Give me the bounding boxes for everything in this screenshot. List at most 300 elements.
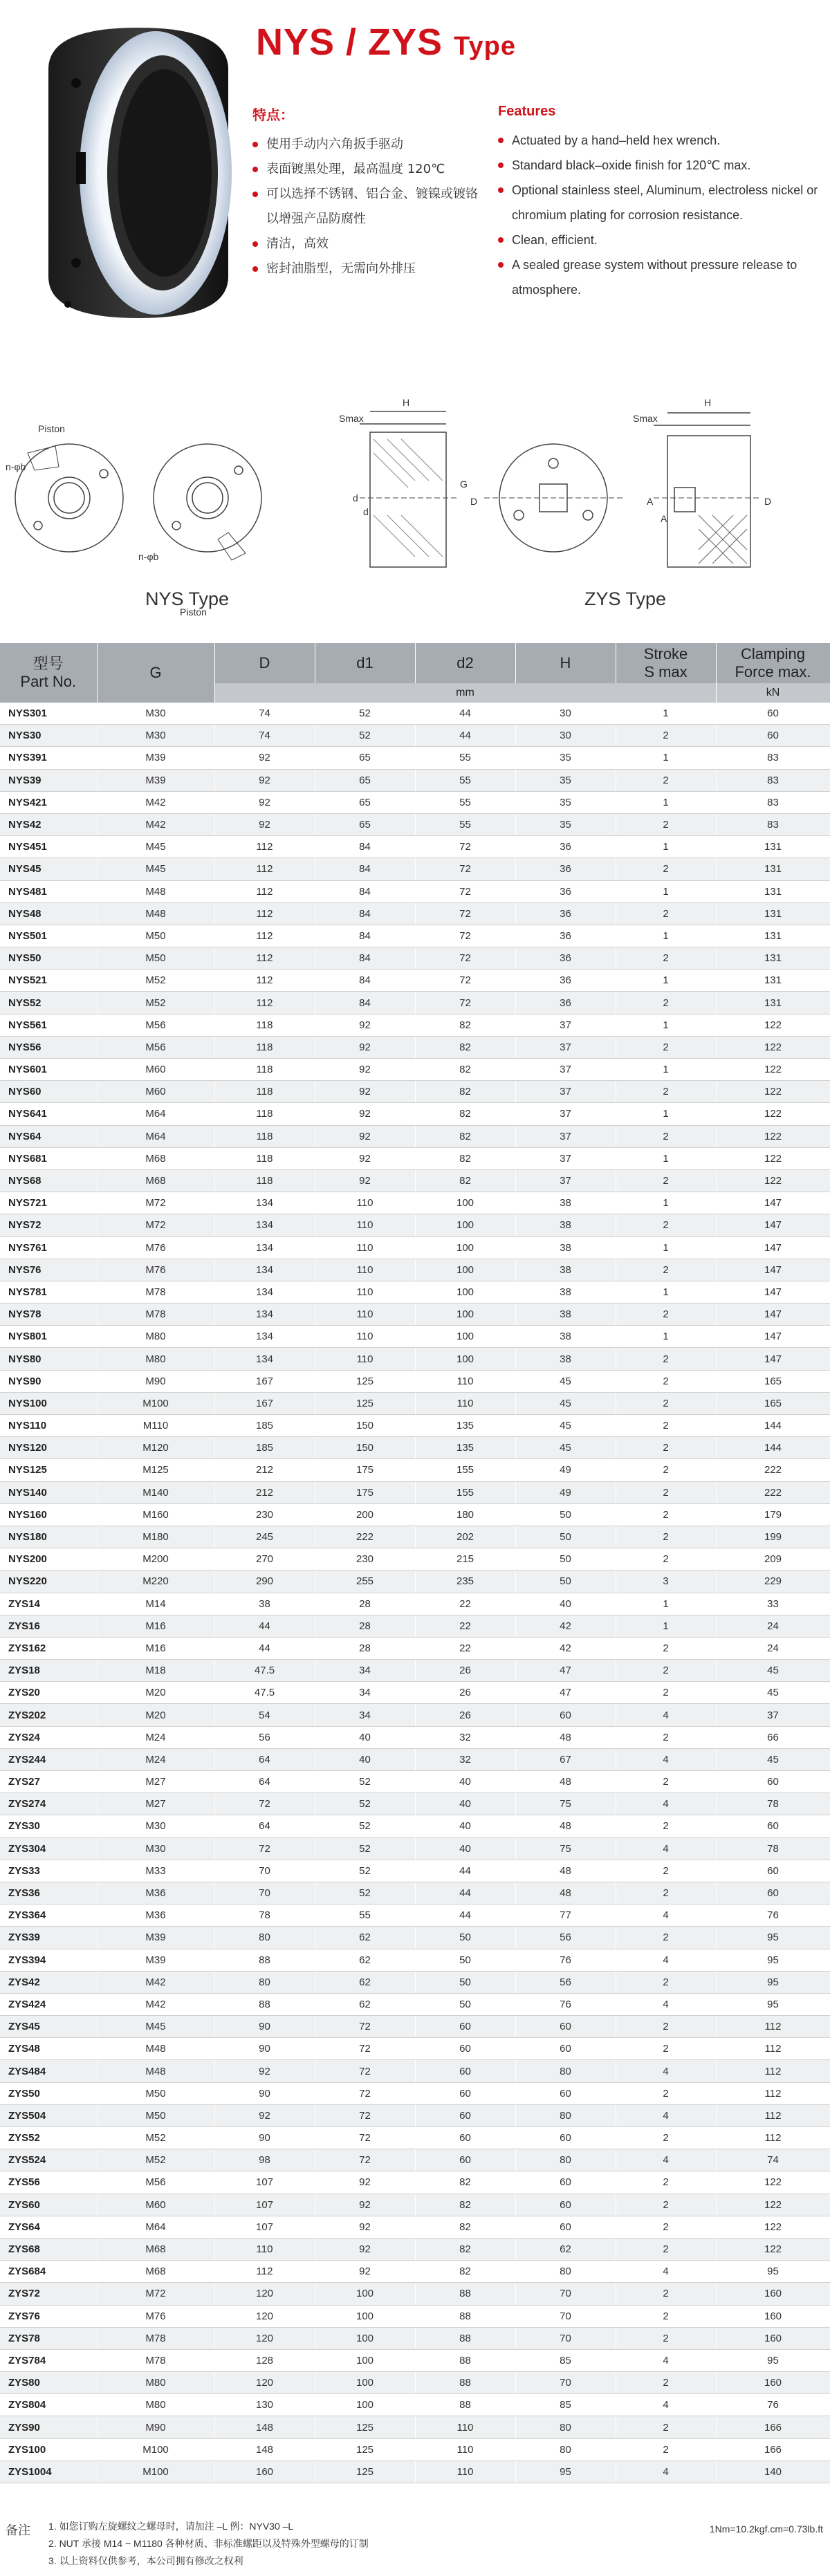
cell-force: 95 xyxy=(716,1949,830,1971)
table-row xyxy=(0,1860,830,1882)
cell-d2: 235 xyxy=(415,1570,515,1593)
cell-h: 37 xyxy=(515,1169,616,1192)
cell-force: 122 xyxy=(716,1036,830,1058)
cell-part-no: ZYS504 xyxy=(0,2104,97,2126)
cell-g: M42 xyxy=(97,1993,214,2015)
label-smax-2: Smax xyxy=(633,413,658,424)
cell-force: 166 xyxy=(716,2416,830,2438)
cell-d: 112 xyxy=(214,836,315,858)
cell-d1: 84 xyxy=(315,947,415,970)
table-row xyxy=(0,1259,830,1281)
cell-g: M72 xyxy=(97,1192,214,1214)
table-row xyxy=(0,1503,830,1526)
table-row xyxy=(0,1236,830,1259)
cell-g: M120 xyxy=(97,1437,214,1459)
cell-h: 60 xyxy=(515,2171,616,2194)
cell-d2: 88 xyxy=(415,2305,515,2327)
col-header-part-en: Part No. xyxy=(20,673,77,690)
cell-h: 56 xyxy=(515,1971,616,1993)
cell-d: 134 xyxy=(214,1281,315,1303)
cell-force: 66 xyxy=(716,1726,830,1748)
cell-d: 64 xyxy=(214,1748,315,1770)
col-header-stroke xyxy=(616,643,716,683)
cell-part-no: ZYS30 xyxy=(0,1815,97,1837)
cell-d1: 125 xyxy=(315,1392,415,1414)
cell-part-no: NYS110 xyxy=(0,1415,97,1437)
cell-h: 38 xyxy=(515,1304,616,1326)
cell-stroke: 2 xyxy=(616,1660,716,1682)
cell-d2: 100 xyxy=(415,1281,515,1303)
cell-d2: 82 xyxy=(415,1081,515,1103)
feature-cn-item: 清洁，高效 xyxy=(252,232,488,257)
cell-d1: 34 xyxy=(315,1660,415,1682)
cell-h: 60 xyxy=(515,2082,616,2104)
cell-d2: 82 xyxy=(415,1125,515,1147)
cell-d2: 88 xyxy=(415,2349,515,2371)
cell-d2: 55 xyxy=(415,747,515,769)
cell-part-no: ZYS33 xyxy=(0,1860,97,1882)
cell-g: M50 xyxy=(97,947,214,970)
cell-force: 112 xyxy=(716,2104,830,2126)
cell-force: 24 xyxy=(716,1637,830,1659)
cell-d2: 100 xyxy=(415,1326,515,1348)
table-row xyxy=(0,2171,830,2194)
cell-force: 165 xyxy=(716,1370,830,1392)
cell-part-no: ZYS1004 xyxy=(0,2461,97,2483)
cell-h: 70 xyxy=(515,2305,616,2327)
cell-force: 83 xyxy=(716,813,830,835)
label-d: D xyxy=(470,496,478,507)
cell-d: 90 xyxy=(214,2016,315,2038)
cell-g: M50 xyxy=(97,2104,214,2126)
cell-d1: 110 xyxy=(315,1214,415,1236)
cell-force: 131 xyxy=(716,858,830,880)
cell-part-no: NYS801 xyxy=(0,1326,97,1348)
cell-stroke: 2 xyxy=(616,769,716,791)
cell-h: 48 xyxy=(515,1815,616,1837)
table-row xyxy=(0,2216,830,2238)
label-a: A xyxy=(647,496,654,507)
cell-g: M78 xyxy=(97,1304,214,1326)
cell-d1: 65 xyxy=(315,791,415,813)
cell-g: M100 xyxy=(97,1392,214,1414)
cell-d: 112 xyxy=(214,947,315,970)
cell-g: M72 xyxy=(97,1214,214,1236)
cell-h: 35 xyxy=(515,769,616,791)
cell-d2: 100 xyxy=(415,1236,515,1259)
cell-stroke: 4 xyxy=(616,1949,716,1971)
table-row xyxy=(0,2305,830,2327)
cell-d1: 100 xyxy=(315,2372,415,2394)
cell-h: 49 xyxy=(515,1459,616,1481)
cell-d2: 72 xyxy=(415,992,515,1014)
label-smax: Smax xyxy=(339,413,364,424)
cell-force: 112 xyxy=(716,2038,830,2060)
cell-stroke: 4 xyxy=(616,1748,716,1770)
cell-d1: 110 xyxy=(315,1281,415,1303)
cell-force: 199 xyxy=(716,1526,830,1548)
cell-d: 44 xyxy=(214,1615,315,1637)
cell-h: 36 xyxy=(515,836,616,858)
cell-d: 38 xyxy=(214,1593,315,1615)
cell-g: M76 xyxy=(97,1259,214,1281)
cell-d1: 230 xyxy=(315,1548,415,1570)
cell-part-no: ZYS804 xyxy=(0,2394,97,2416)
table-row xyxy=(0,2372,830,2394)
cell-stroke: 2 xyxy=(616,1860,716,1882)
cell-part-no: NYS42 xyxy=(0,813,97,835)
cell-part-no: ZYS244 xyxy=(0,1748,97,1770)
cell-force: 95 xyxy=(716,1927,830,1949)
cell-g: M125 xyxy=(97,1459,214,1481)
cell-part-no: NYS39 xyxy=(0,769,97,791)
cell-g: M36 xyxy=(97,1882,214,1904)
cell-d: 90 xyxy=(214,2038,315,2060)
cell-stroke: 2 xyxy=(616,1214,716,1236)
cell-stroke: 2 xyxy=(616,1169,716,1192)
cell-h: 48 xyxy=(515,1771,616,1793)
cell-g: M80 xyxy=(97,2394,214,2416)
label-h: H xyxy=(403,397,410,408)
cell-d1: 175 xyxy=(315,1459,415,1481)
label-d-small: d xyxy=(353,492,358,503)
cell-h: 38 xyxy=(515,1281,616,1303)
cell-h: 75 xyxy=(515,1793,616,1815)
cell-force: 45 xyxy=(716,1748,830,1770)
cell-g: M72 xyxy=(97,2283,214,2305)
cell-h: 35 xyxy=(515,791,616,813)
cell-d: 98 xyxy=(214,2149,315,2171)
cell-g: M68 xyxy=(97,1147,214,1169)
cell-stroke: 4 xyxy=(616,1704,716,1726)
cell-h: 80 xyxy=(515,2261,616,2283)
cell-d2: 60 xyxy=(415,2038,515,2060)
cell-d: 107 xyxy=(214,2171,315,2194)
cell-d2: 82 xyxy=(415,2171,515,2194)
cell-part-no: ZYS48 xyxy=(0,2038,97,2060)
cell-d2: 44 xyxy=(415,703,515,725)
cell-d2: 22 xyxy=(415,1637,515,1659)
cell-part-no: NYS721 xyxy=(0,1192,97,1214)
cell-stroke: 2 xyxy=(616,2038,716,2060)
cell-stroke: 2 xyxy=(616,1437,716,1459)
cell-stroke: 2 xyxy=(616,2438,716,2461)
cell-stroke: 2 xyxy=(616,1927,716,1949)
cell-d1: 84 xyxy=(315,925,415,947)
table-row xyxy=(0,1415,830,1437)
cell-part-no: ZYS424 xyxy=(0,1993,97,2015)
cell-stroke: 2 xyxy=(616,1348,716,1370)
table-row xyxy=(0,1147,830,1169)
cell-g: M90 xyxy=(97,2416,214,2438)
cell-g: M56 xyxy=(97,2171,214,2194)
feature-en-item: Clean, efficient. xyxy=(498,228,823,252)
cell-d1: 52 xyxy=(315,725,415,747)
cell-d2: 82 xyxy=(415,1169,515,1192)
cell-part-no: ZYS68 xyxy=(0,2238,97,2260)
cell-g: M42 xyxy=(97,813,214,835)
cell-d1: 92 xyxy=(315,1125,415,1147)
cell-h: 45 xyxy=(515,1370,616,1392)
feature-en-item: Optional stainless steel, Aluminum, electroless nickel or chromium plating for corrosion resistance. xyxy=(498,178,823,228)
cell-h: 30 xyxy=(515,725,616,747)
cell-g: M14 xyxy=(97,1593,214,1615)
cell-h: 80 xyxy=(515,2104,616,2126)
cell-force: 112 xyxy=(716,2016,830,2038)
cell-d1: 28 xyxy=(315,1593,415,1615)
cell-d1: 255 xyxy=(315,1570,415,1593)
cell-force: 95 xyxy=(716,2261,830,2283)
cell-force: 60 xyxy=(716,725,830,747)
cell-d2: 72 xyxy=(415,902,515,925)
note-item: 1. 如您订购左旋螺纹之螺母时，请加注 –L 例：NYV30 –L xyxy=(48,2521,294,2532)
cell-d2: 60 xyxy=(415,2060,515,2082)
cell-d1: 200 xyxy=(315,1503,415,1526)
cell-force: 112 xyxy=(716,2127,830,2149)
unit-conversion: 1Nm=10.2kgf.cm=0.73lb.ft xyxy=(709,2523,823,2535)
cell-part-no: NYS641 xyxy=(0,1103,97,1125)
table-row xyxy=(0,1014,830,1036)
cell-h: 37 xyxy=(515,1103,616,1125)
cell-d: 70 xyxy=(214,1860,315,1882)
table-row xyxy=(0,747,830,769)
cell-part-no: NYS60 xyxy=(0,1081,97,1103)
cell-force: 144 xyxy=(716,1415,830,1437)
table-row xyxy=(0,1370,830,1392)
cell-d2: 82 xyxy=(415,2194,515,2216)
table-row xyxy=(0,791,830,813)
table-row xyxy=(0,2438,830,2461)
cell-force: 83 xyxy=(716,791,830,813)
table-row xyxy=(0,1615,830,1637)
cell-force: 45 xyxy=(716,1682,830,1704)
cell-force: 229 xyxy=(716,1570,830,1593)
cell-d: 112 xyxy=(214,992,315,1014)
cell-stroke: 1 xyxy=(616,1236,716,1259)
cell-g: M30 xyxy=(97,725,214,747)
cell-stroke: 4 xyxy=(616,2461,716,2483)
cell-d1: 110 xyxy=(315,1348,415,1370)
cell-d1: 100 xyxy=(315,2349,415,2371)
cell-d1: 84 xyxy=(315,836,415,858)
cell-g: M52 xyxy=(97,970,214,992)
cell-d: 72 xyxy=(214,1793,315,1815)
cell-part-no: ZYS524 xyxy=(0,2149,97,2171)
cell-h: 36 xyxy=(515,925,616,947)
cell-stroke: 1 xyxy=(616,880,716,902)
cell-d1: 72 xyxy=(315,2038,415,2060)
cell-d1: 28 xyxy=(315,1615,415,1637)
table-row xyxy=(0,1793,830,1815)
cell-h: 60 xyxy=(515,2038,616,2060)
cell-force: 144 xyxy=(716,1437,830,1459)
cell-stroke: 2 xyxy=(616,2416,716,2438)
table-row xyxy=(0,1059,830,1081)
col-header-clamp-2: Force max. xyxy=(735,663,811,680)
cell-d1: 92 xyxy=(315,1147,415,1169)
cell-d: 112 xyxy=(214,970,315,992)
cell-force: 60 xyxy=(716,1882,830,1904)
cell-h: 35 xyxy=(515,813,616,835)
cell-g: M42 xyxy=(97,791,214,813)
cell-h: 60 xyxy=(515,2016,616,2038)
cell-h: 42 xyxy=(515,1615,616,1637)
cell-d: 112 xyxy=(214,858,315,880)
cell-d1: 52 xyxy=(315,703,415,725)
cell-force: 165 xyxy=(716,1392,830,1414)
cell-d1: 92 xyxy=(315,2238,415,2260)
cell-d1: 72 xyxy=(315,2016,415,2038)
cell-d1: 92 xyxy=(315,2261,415,2283)
cell-force: 122 xyxy=(716,2194,830,2216)
cell-d: 148 xyxy=(214,2438,315,2461)
cell-d2: 26 xyxy=(415,1682,515,1704)
cell-d1: 55 xyxy=(315,1905,415,1927)
cell-d2: 100 xyxy=(415,1259,515,1281)
cell-d2: 135 xyxy=(415,1437,515,1459)
table-row xyxy=(0,1304,830,1326)
label-d-small-2: d xyxy=(363,506,369,517)
cell-h: 45 xyxy=(515,1415,616,1437)
cell-h: 76 xyxy=(515,1949,616,1971)
cell-d2: 44 xyxy=(415,1882,515,1904)
feature-cn-item: 表面镀黑处理，最高温度 120℃ xyxy=(252,157,488,182)
cell-part-no: NYS100 xyxy=(0,1392,97,1414)
table-row xyxy=(0,2104,830,2126)
cell-d: 118 xyxy=(214,1147,315,1169)
feature-en-item: Actuated by a hand–held hex wrench. xyxy=(498,128,823,153)
table-row xyxy=(0,2016,830,2038)
cell-stroke: 1 xyxy=(616,747,716,769)
cell-stroke: 2 xyxy=(616,1815,716,1837)
cell-g: M48 xyxy=(97,2038,214,2060)
cell-part-no: ZYS56 xyxy=(0,2171,97,2194)
cell-h: 70 xyxy=(515,2372,616,2394)
cell-part-no: ZYS76 xyxy=(0,2305,97,2327)
cell-part-no: NYS561 xyxy=(0,1014,97,1036)
cell-force: 147 xyxy=(716,1192,830,1214)
table-row xyxy=(0,703,830,725)
cell-stroke: 1 xyxy=(616,1147,716,1169)
cell-stroke: 2 xyxy=(616,902,716,925)
cell-stroke: 1 xyxy=(616,925,716,947)
cell-g: M27 xyxy=(97,1771,214,1793)
cell-d2: 202 xyxy=(415,1526,515,1548)
cell-d1: 222 xyxy=(315,1526,415,1548)
cell-d: 47.5 xyxy=(214,1682,315,1704)
cell-d1: 40 xyxy=(315,1726,415,1748)
table-row xyxy=(0,947,830,970)
cell-stroke: 1 xyxy=(616,1615,716,1637)
cell-h: 48 xyxy=(515,1860,616,1882)
cell-stroke: 2 xyxy=(616,1036,716,1058)
cell-h: 38 xyxy=(515,1236,616,1259)
cell-d1: 72 xyxy=(315,2082,415,2104)
cell-d2: 40 xyxy=(415,1793,515,1815)
cell-stroke: 2 xyxy=(616,2372,716,2394)
table-row xyxy=(0,1326,830,1348)
feature-cn-item: 密封油脂型，无需向外排压 xyxy=(252,257,488,281)
cell-d1: 175 xyxy=(315,1481,415,1503)
cell-h: 60 xyxy=(515,2216,616,2238)
label-a-2: A xyxy=(661,513,667,524)
cell-d2: 44 xyxy=(415,1905,515,1927)
cell-stroke: 1 xyxy=(616,703,716,725)
features-cn-heading: 特点： xyxy=(252,106,294,123)
cell-stroke: 2 xyxy=(616,1481,716,1503)
cell-d: 74 xyxy=(214,725,315,747)
cell-d1: 65 xyxy=(315,769,415,791)
cell-h: 56 xyxy=(515,1927,616,1949)
cell-h: 37 xyxy=(515,1014,616,1036)
cell-g: M52 xyxy=(97,992,214,1014)
table-row xyxy=(0,880,830,902)
cell-d: 212 xyxy=(214,1459,315,1481)
cell-d: 112 xyxy=(214,2261,315,2283)
cell-d: 118 xyxy=(214,1059,315,1081)
hero-section xyxy=(0,0,830,360)
table-row xyxy=(0,2283,830,2305)
cell-d1: 100 xyxy=(315,2327,415,2349)
technical-drawings xyxy=(0,384,830,629)
col-header-clamp xyxy=(716,643,830,683)
spec-table-body xyxy=(0,703,830,2483)
cell-d2: 215 xyxy=(415,1548,515,1570)
cell-d2: 40 xyxy=(415,1771,515,1793)
cell-d1: 92 xyxy=(315,2194,415,2216)
table-row xyxy=(0,1281,830,1303)
cell-g: M78 xyxy=(97,2327,214,2349)
cell-d1: 72 xyxy=(315,2149,415,2171)
cell-g: M48 xyxy=(97,880,214,902)
cell-d: 120 xyxy=(214,2372,315,2394)
cell-d2: 110 xyxy=(415,2416,515,2438)
cell-d: 212 xyxy=(214,1481,315,1503)
cell-force: 37 xyxy=(716,1704,830,1726)
cell-part-no: NYS30 xyxy=(0,725,97,747)
cell-stroke: 2 xyxy=(616,1771,716,1793)
table-row xyxy=(0,2194,830,2216)
cell-h: 80 xyxy=(515,2060,616,2082)
cell-part-no: NYS80 xyxy=(0,1348,97,1370)
table-row xyxy=(0,1949,830,1971)
cell-h: 45 xyxy=(515,1392,616,1414)
cell-g: M45 xyxy=(97,2016,214,2038)
cell-part-no: NYS200 xyxy=(0,1548,97,1570)
table-row xyxy=(0,1081,830,1103)
cell-stroke: 4 xyxy=(616,2261,716,2283)
cell-stroke: 4 xyxy=(616,2104,716,2126)
cell-d2: 26 xyxy=(415,1704,515,1726)
cell-d: 92 xyxy=(214,747,315,769)
cell-h: 62 xyxy=(515,2238,616,2260)
cell-d1: 84 xyxy=(315,858,415,880)
cell-force: 160 xyxy=(716,2283,830,2305)
cell-d: 88 xyxy=(214,1949,315,1971)
cell-g: M68 xyxy=(97,1169,214,1192)
cell-stroke: 2 xyxy=(616,2194,716,2216)
table-row xyxy=(0,1526,830,1548)
notes-section xyxy=(0,2515,830,2570)
cell-stroke: 2 xyxy=(616,1415,716,1437)
cell-part-no: ZYS27 xyxy=(0,1771,97,1793)
cell-part-no: ZYS39 xyxy=(0,1927,97,1949)
cell-d1: 52 xyxy=(315,1771,415,1793)
cell-g: M45 xyxy=(97,858,214,880)
cell-g: M180 xyxy=(97,1526,214,1548)
note-item: 3. 以上资料仅供参考，本公司拥有修改之权利 xyxy=(48,2555,243,2566)
cell-part-no: ZYS484 xyxy=(0,2060,97,2082)
